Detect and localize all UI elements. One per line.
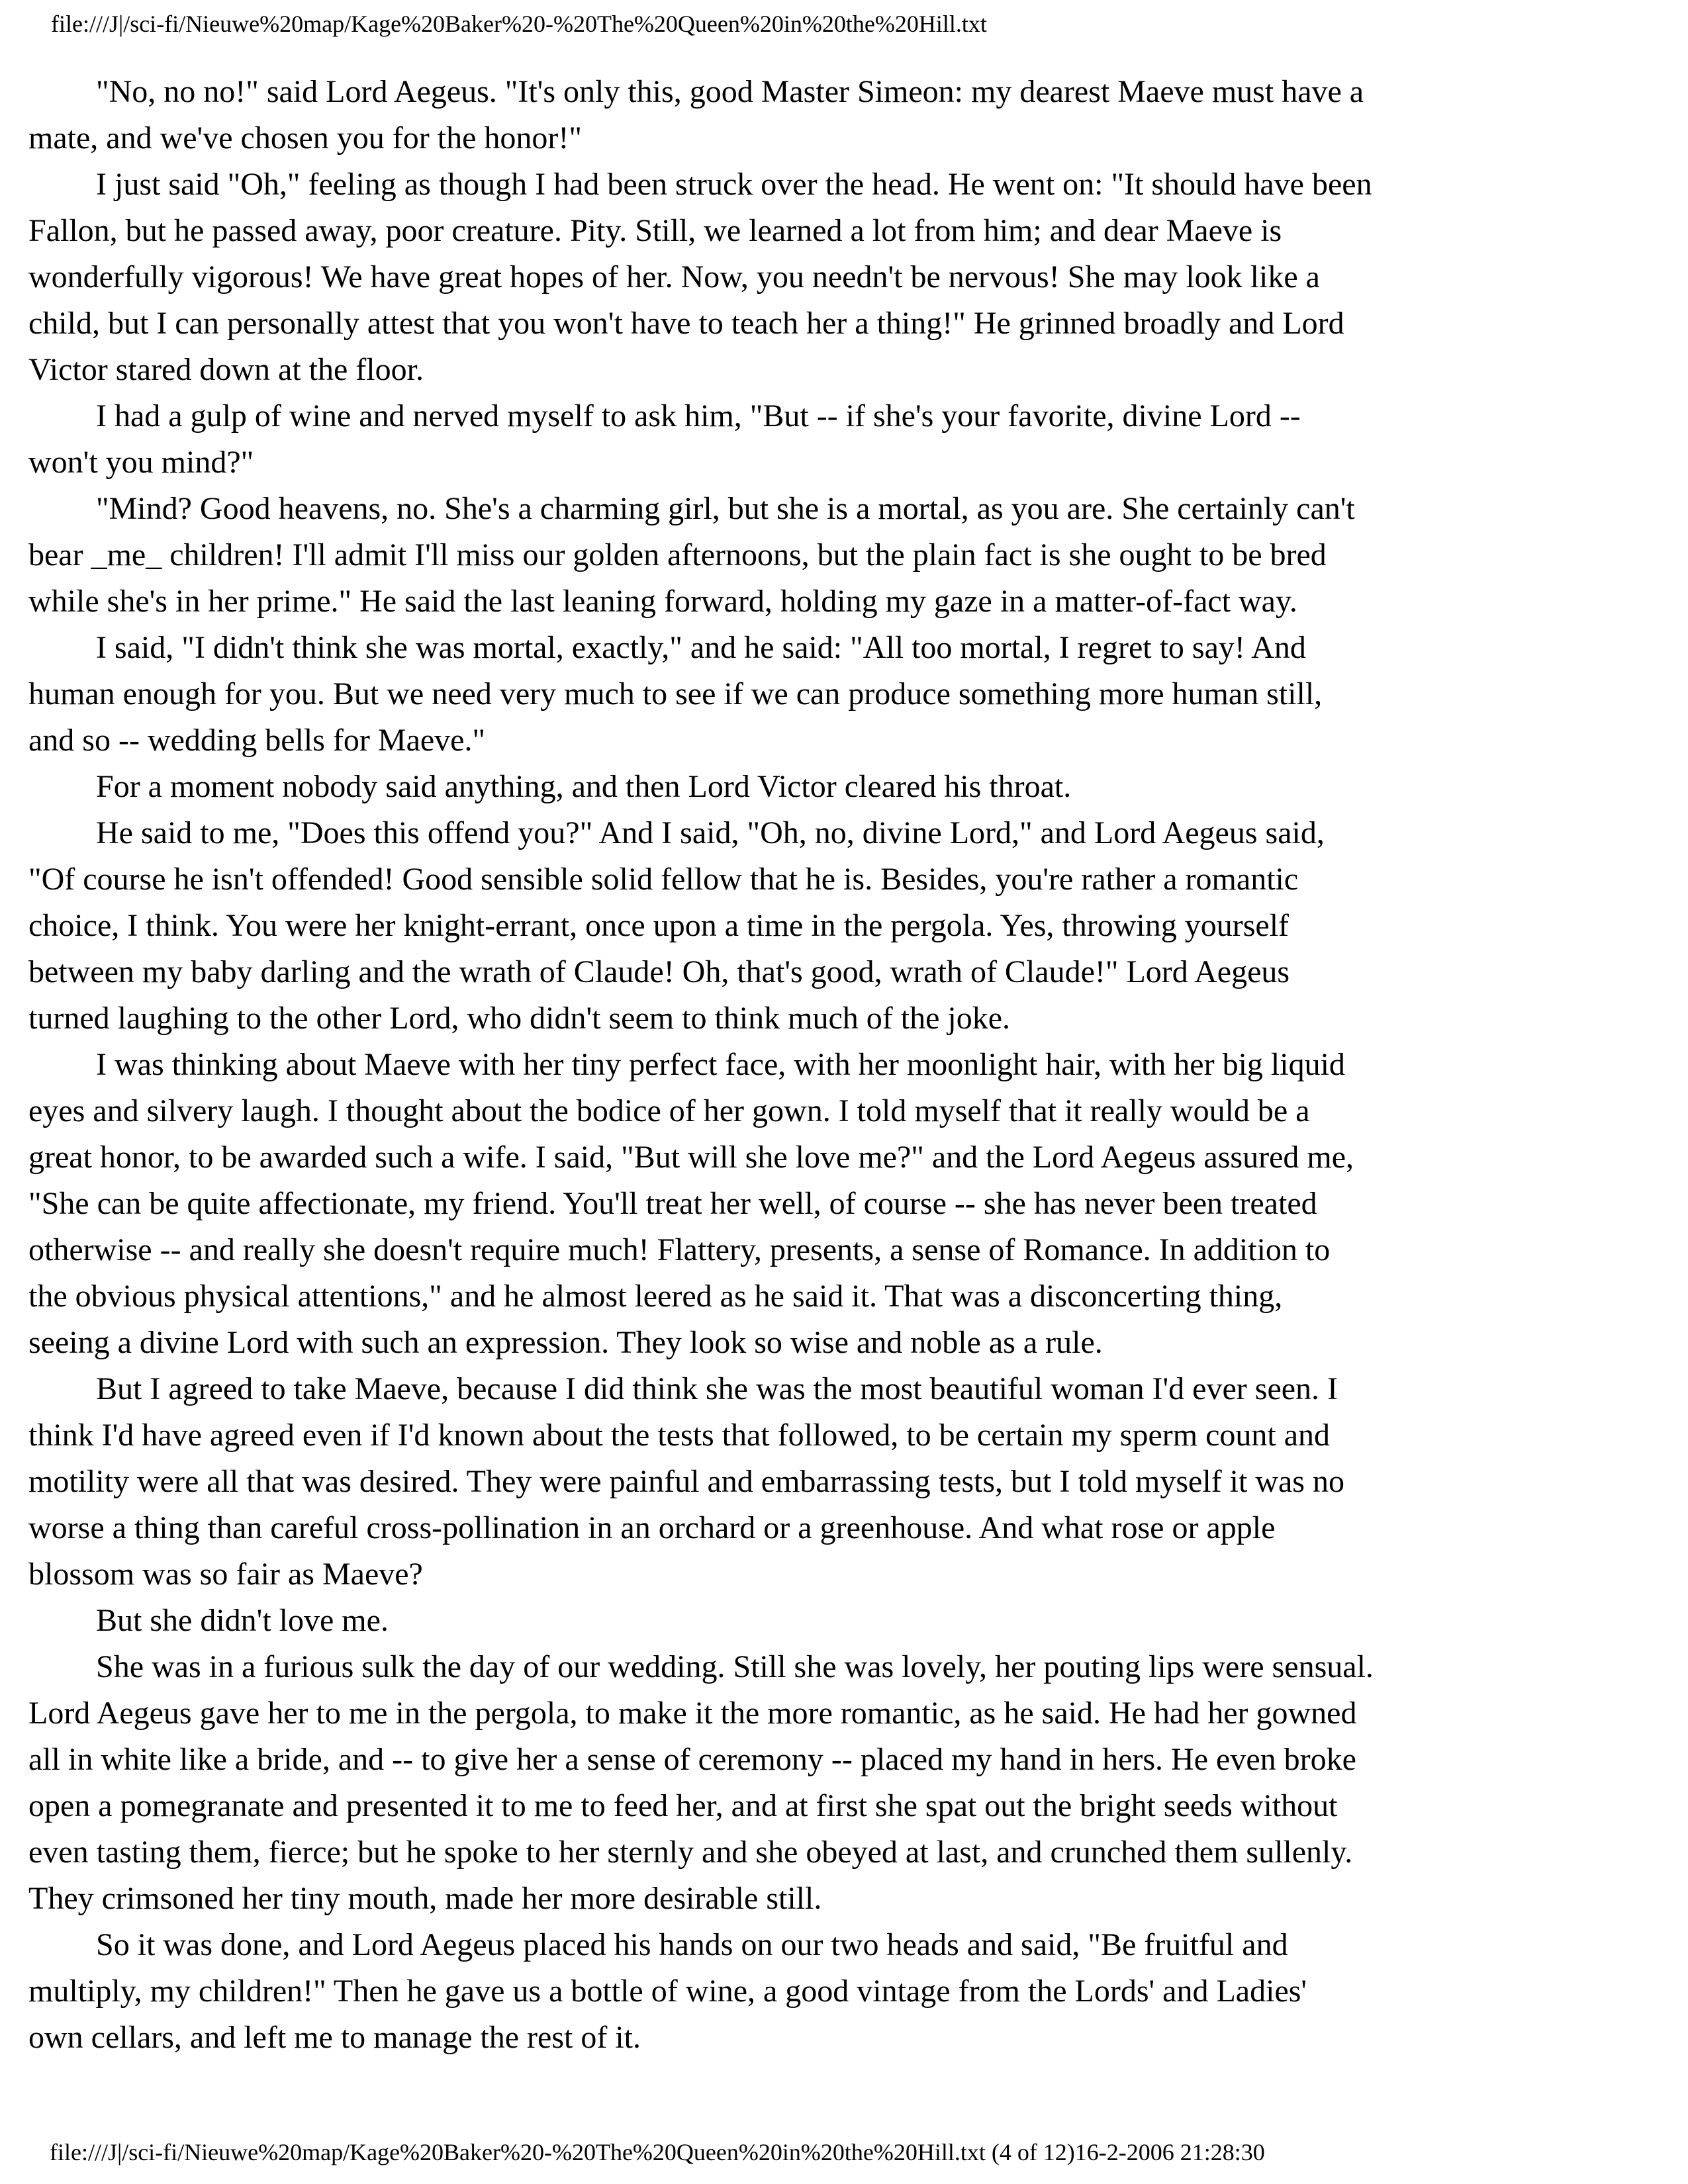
- text-line: Fallon, but he passed away, poor creature. Pity. Still, we learned a lot from him; and dear Maeve is: [28, 213, 1282, 248]
- text-line: open a pomegranate and presented it to me to feed her, and at first she spat out the bright seeds without: [28, 1788, 1338, 1823]
- text-line: the obvious physical attentions," and he almost leered as he said it. That was a disconcerting thing,: [28, 1279, 1283, 1314]
- text-line: worse a thing than careful cross-pollination in an orchard or a greenhouse. And what rose or apple: [28, 1510, 1276, 1545]
- text-line: great honor, to be awarded such a wife. I said, "But will she love me?" and the Lord Aegeus assured me,: [28, 1140, 1354, 1175]
- footer: [50, 2138, 1265, 2167]
- paragraph: [28, 1366, 1664, 1598]
- text-line: choice, I think. You were her knight-errant, once upon a time in the pergola. Yes, throwing yourself: [28, 908, 1289, 943]
- text-line: turned laughing to the other Lord, who didn't seem to think much of the joke.: [28, 1001, 1011, 1036]
- paragraph: [28, 764, 1664, 810]
- text-line: "Of course he isn't offended! Good sensible solid fellow that he is. Besides, you're rather a romantic: [28, 862, 1299, 897]
- text-line: I just said "Oh," feeling as though I had been struck over the head. He went on: "It should have been: [96, 167, 1372, 202]
- text-line: seeing a divine Lord with such an expression. They look so wise and noble as a rule.: [28, 1325, 1103, 1360]
- text-line: "Mind? Good heavens, no. She's a charming girl, but she is a mortal, as you are. She certainly can't: [96, 491, 1355, 526]
- text-line: bear _me_ children! I'll admit I'll miss our golden afternoons, but the plain fact is she ought to be bred: [28, 537, 1327, 572]
- paragraph: [28, 625, 1664, 764]
- text-line: motility were all that was desired. They were painful and embarrassing tests, but I told myself it was no: [28, 1464, 1344, 1499]
- text-line: I had a gulp of wine and nerved myself to ask him, "But -- if she's your favorite, divine Lord --: [96, 398, 1301, 433]
- text-line: child, but I can personally attest that you won't have to teach her a thing!" He grinned broadly and Lord: [28, 306, 1344, 341]
- document-body: [28, 69, 1664, 2061]
- text-line: They crimsoned her tiny mouth, made her more desirable still.: [28, 1881, 822, 1916]
- text-line: all in white like a bride, and -- to give her a sense of ceremony -- placed my hand in hers. He even broke: [28, 1742, 1356, 1777]
- text-line: He said to me, "Does this offend you?" And I said, "Oh, no, divine Lord," and Lord Aegeus said,: [96, 815, 1325, 850]
- text-line: But she didn't love me.: [96, 1603, 389, 1638]
- text-line: Lord Aegeus gave her to me in the pergola, to make it the more romantic, as he said. He had her gowned: [28, 1696, 1357, 1731]
- text-line: Victor stared down at the floor.: [28, 352, 424, 387]
- text-line: human enough for you. But we need very much to see if we can produce something more human still,: [28, 676, 1323, 711]
- text-line: wonderfully vigorous! We have great hopes of her. Now, you needn't be nervous! She may look like a: [28, 259, 1320, 295]
- header-file-url: file:///J|/sci-fi/Nieuwe%20map/Kage%20Baker%20-%20The%20Queen%20in%20the%20Hill.txt: [51, 11, 987, 37]
- text-line: I said, "I didn't think she was mortal, exactly," and he said: "All too mortal, I regret to say! And: [96, 630, 1306, 665]
- paragraph: [28, 486, 1664, 625]
- text-line: I was thinking about Maeve with her tiny perfect face, with her moonlight hair, with her big liquid: [96, 1047, 1345, 1082]
- text-line: "No, no no!" said Lord Aegeus. "It's only this, good Master Simeon: my dearest Maeve must have a: [96, 74, 1364, 109]
- text-line: mate, and we've chosen you for the honor!": [28, 120, 582, 156]
- paragraph: [28, 161, 1664, 393]
- paragraph: [28, 810, 1664, 1042]
- text-line: between my baby darling and the wrath of Claude! Oh, that's good, wrath of Claude!" Lord Aegeus: [28, 954, 1290, 989]
- text-line: think I'd have agreed even if I'd known about the tests that followed, to be certain my sperm count and: [28, 1418, 1331, 1453]
- paragraph: [28, 1598, 1664, 1644]
- text-line: "She can be quite affectionate, my friend. You'll treat her well, of course -- she has never been treated: [28, 1186, 1317, 1221]
- text-line: while she's in her prime." He said the last leaning forward, holding my gaze in a matter-of-fact way.: [28, 584, 1297, 619]
- paragraph: [28, 69, 1664, 161]
- footer-page-indicator: (4 of 12): [991, 2139, 1075, 2165]
- text-line: own cellars, and left me to manage the rest of it.: [28, 2020, 641, 2055]
- text-line: blossom was so fair as Maeve?: [28, 1557, 423, 1592]
- text-line: multiply, my children!" Then he gave us a bottle of wine, a good vintage from the Lords' and Ladies': [28, 1974, 1307, 2009]
- paragraph: [28, 1042, 1664, 1366]
- text-line: For a moment nobody said anything, and then Lord Victor cleared his throat.: [96, 769, 1072, 804]
- text-line: But I agreed to take Maeve, because I did think she was the most beautiful woman I'd ever seen. I: [96, 1371, 1338, 1406]
- text-line: So it was done, and Lord Aegeus placed his hands on our two heads and said, "Be fruitful and: [96, 1927, 1288, 1962]
- paragraph: [28, 1644, 1664, 1922]
- text-line: even tasting them, fierce; but he spoke to her sternly and she obeyed at last, and crunched them sullenly.: [28, 1835, 1353, 1870]
- text-line: otherwise -- and really she doesn't require much! Flattery, presents, a sense of Romance. In addition to: [28, 1232, 1331, 1267]
- footer-timestamp: 16-2-2006 21:28:30: [1074, 2139, 1265, 2165]
- footer-file-url: file:///J|/sci-fi/Nieuwe%20map/Kage%20Baker%20-%20The%20Queen%20in%20the%20Hill.txt: [50, 2139, 986, 2165]
- paragraph: [28, 393, 1664, 486]
- paragraph: [28, 1922, 1664, 2061]
- text-line: won't you mind?": [28, 445, 254, 480]
- text-line: eyes and silvery laugh. I thought about the bodice of her gown. I told myself that it really would be a: [28, 1093, 1310, 1128]
- text-line: and so -- wedding bells for Maeve.": [28, 723, 486, 758]
- text-line: She was in a furious sulk the day of our wedding. Still she was lovely, her pouting lips were sensual.: [96, 1649, 1374, 1684]
